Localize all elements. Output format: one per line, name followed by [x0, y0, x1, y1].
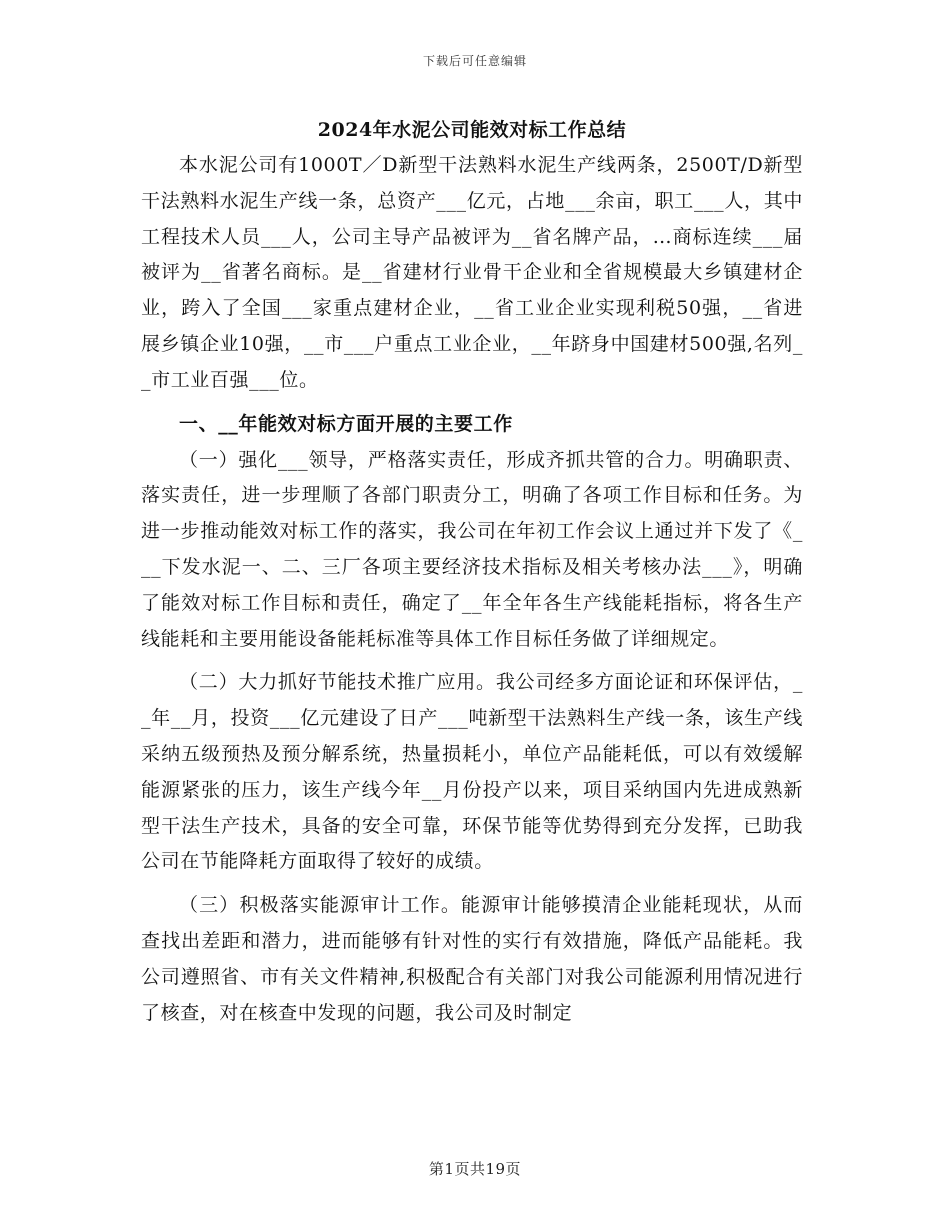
header-note: 下载后可任意编辑: [422, 54, 527, 68]
page-footer: 第1页共19页: [428, 1160, 522, 1178]
section-paragraph-1: （一）强化___领导，严格落实责任，形成齐抓共管的合力。明确职责、落实责任，进一步理顺了各部门职责分工，明确了各项工作目标和任务。为进一步推动能效对标工作的落实，我公司在年初工作会议上通过并下发了《___下发水泥一、二、三厂各项主要经济技术指标及相关考核办法___》，明确了能效对标工作目标和责任，确定了__年全年各生产线能耗指标，将各生产线能耗和主要用能设备能耗标准等具体工作目标任务做了详细规定。: [141, 448, 803, 650]
document-body: [141, 114, 803, 1039]
section-paragraph-2: （二）大力抓好节能技术推广应用。我公司经多方面论证和环保评估，__年__月，投资___亿元建设了日产___吨新型干法熟料生产线一条，该生产线采纳五级预热及预分解系统，热量损耗小，单位产品能耗低，可以有效缓解能源紧张的压力，该生产线今年__月份投产以来，项目采纳国内先进成熟新型干法生产技术，具备的安全可靠，环保节能等优势得到充分发挥，已助我公司在节能降耗方面取得了较好的成绩。: [141, 671, 803, 873]
section-heading: 一、__年能效对标方面开展的主要工作: [179, 412, 513, 435]
document-title: 2024年水泥公司能效对标工作总结: [317, 119, 627, 141]
intro-paragraph: 本水泥公司有1000T／D新型干法熟料水泥生产线两条，2500T/D新型干法熟料水泥生产线一条，总资产___亿元，占地___余亩，职工___人，其中工程技术人员___人，公司主导产品被评为__省名牌产品，…商标连续___届被评为__省著名商标。是__省建材行业骨干企业和全省规模最大乡镇建材企业，跨入了全国___家重点建材企业，__省工业企业实现利税50强，__省进展乡镇企业10强，__市___户重点工业企业，__年跻身中国建材500强,名列__市工业百强___位。: [141, 154, 803, 391]
section-paragraph-3: （三）积极落实能源审计工作。能源审计能够摸清企业能耗现状，从而查找出差距和潜力，进而能够有针对性的实行有效措施，降低产品能耗。我公司遵照省、市有关文件精神,积极配合有关部门对我公司能源利用情况进行了核查，对在核查中发现的问题，我公司及时制定: [141, 894, 803, 1024]
